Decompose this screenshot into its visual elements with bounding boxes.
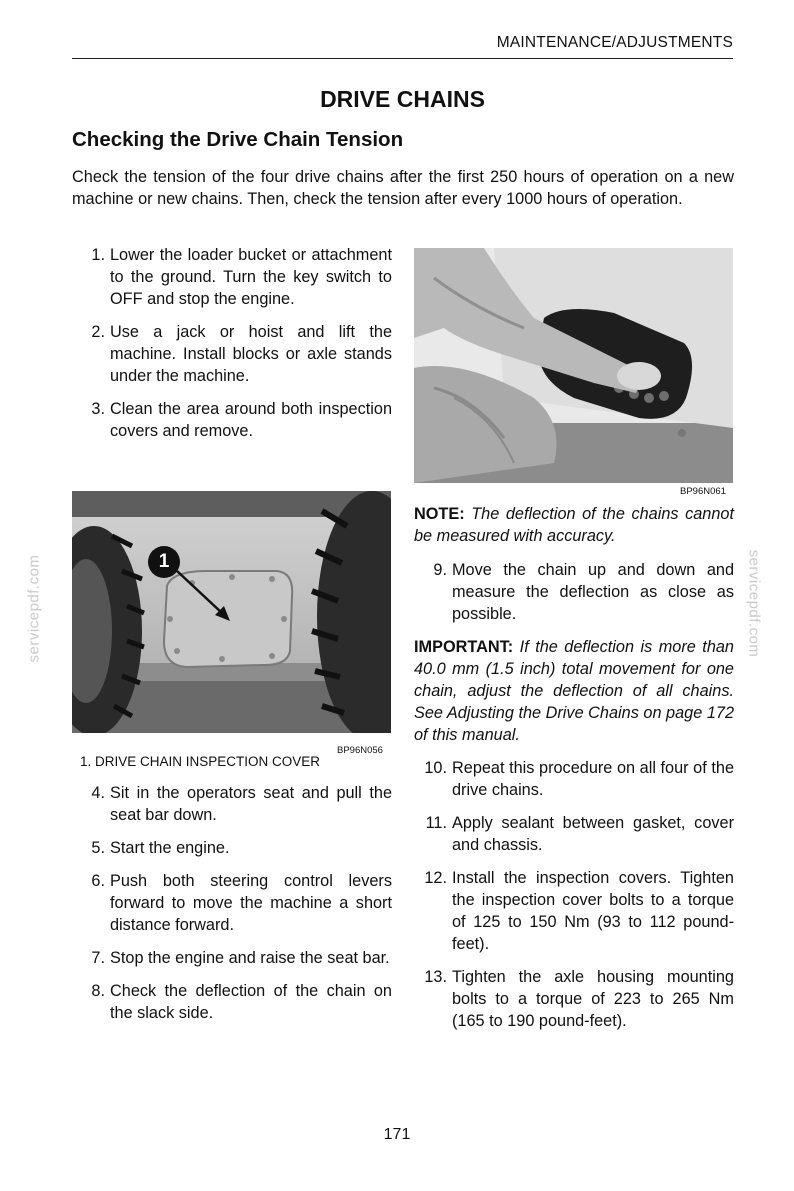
list-item	[414, 966, 734, 1032]
step-number: 5.	[91, 839, 105, 857]
list-item	[72, 947, 392, 969]
step-number: 12.	[424, 869, 447, 887]
step-text: Apply sealant between gasket, cover and chassis.	[452, 814, 734, 854]
figure-code: BP96N061	[680, 486, 726, 497]
list-item	[72, 870, 392, 936]
watermark-left: servicepdf.com	[25, 554, 43, 663]
chain-check-illustration	[414, 248, 733, 483]
steps-list-bottom	[72, 782, 392, 1024]
step-number: 7.	[91, 949, 105, 967]
step-number: 2.	[91, 323, 105, 341]
step-number: 11.	[425, 814, 447, 832]
machine-side-illustration	[72, 491, 391, 733]
page-title: DRIVE CHAINS	[320, 86, 485, 112]
list-item	[414, 867, 734, 955]
step-text: Clean the area around both inspection covers and remove.	[110, 400, 392, 440]
step-number: 10.	[424, 759, 447, 777]
step-number: 9.	[433, 561, 447, 579]
note-label: NOTE:	[414, 505, 465, 523]
step-number: 1.	[91, 246, 105, 264]
step-number: 4.	[91, 784, 105, 802]
section-header: MAINTENANCE/ADJUSTMENTS	[496, 34, 733, 51]
inspection-cover-photo	[72, 491, 391, 733]
important-text: If the deflection is more than 40.0 mm (1.5 inch) total movement for one chain, adjust the deflection of all chains. See Adjusting the Drive Chains on page 172 of this manual.	[414, 638, 734, 744]
step-number: 3.	[91, 400, 105, 418]
list-item	[414, 559, 734, 625]
step-text: Tighten the axle housing mounting bolts to a torque of 223 to 265 Nm (165 to 190 pound-feet).	[452, 968, 734, 1030]
figure-code: BP96N056	[337, 745, 383, 756]
list-item	[72, 321, 392, 387]
step-text: Lower the loader bucket or attachment to the ground. Turn the key switch to OFF and stop the engine.	[110, 246, 392, 308]
step-text: Use a jack or hoist and lift the machine. Install blocks or axle stands under the machine.	[110, 323, 392, 385]
list-item	[72, 782, 392, 826]
list-item	[72, 244, 392, 310]
step-number: 13.	[424, 968, 447, 986]
list-item	[72, 980, 392, 1024]
step-number: 6.	[91, 872, 105, 890]
steps-list-top	[72, 244, 392, 442]
list-item	[414, 757, 734, 801]
list-item	[72, 837, 392, 859]
step-text: Move the chain up and down and measure the deflection as close as possible.	[452, 561, 734, 623]
step-text: Sit in the operators seat and pull the seat bar down.	[110, 784, 392, 824]
watermark-right: servicepdf.com	[745, 549, 763, 658]
right-column	[414, 503, 734, 1032]
important-label: IMPORTANT:	[414, 638, 514, 656]
section-subtitle: Checking the Drive Chain Tension	[72, 128, 404, 151]
note-text: The deflection of the chains cannot be measured with accuracy.	[414, 505, 734, 545]
note-block	[414, 503, 734, 547]
list-item	[72, 398, 392, 442]
step-text: Install the inspection covers. Tighten the inspection cover bolts to a torque of 125 to 150 Nm (93 to 112 pound-feet).	[452, 869, 734, 953]
list-item	[414, 812, 734, 856]
figure-caption: 1. DRIVE CHAIN INSPECTION COVER	[80, 754, 321, 769]
page-number: 171	[383, 1126, 411, 1143]
step-number: 8.	[91, 982, 105, 1000]
step-text: Repeat this procedure on all four of the drive chains.	[452, 759, 734, 799]
step-text: Stop the engine and raise the seat bar.	[110, 949, 390, 967]
chain-check-photo	[414, 248, 733, 483]
step-text: Start the engine.	[110, 839, 230, 857]
step-text: Push both steering control levers forward to move the machine a short distance forward.	[110, 872, 392, 934]
step-text: Check the deflection of the chain on the slack side.	[110, 982, 392, 1022]
important-block	[414, 636, 734, 746]
intro-paragraph: Check the tension of the four drive chains after the first 250 hours of operation on a new machine or new chains. Then, check the tension after every 1000 hours of operation.	[72, 168, 734, 208]
header-divider	[72, 58, 733, 59]
callout-marker: 1	[148, 546, 180, 578]
